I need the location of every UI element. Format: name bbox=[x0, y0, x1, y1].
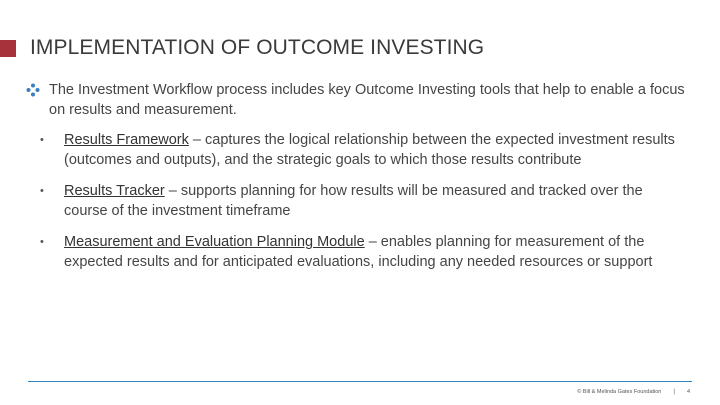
list-item-term: Results Tracker bbox=[64, 183, 165, 199]
footer-copyright: © Bill & Melinda Gates Foundation bbox=[577, 389, 662, 395]
tools-list bbox=[40, 131, 690, 284]
page-number: 4 bbox=[686, 389, 690, 395]
footer bbox=[577, 389, 690, 395]
list-item-text: – enables planning for measurement of the expected results and for anticipated evaluations, including any needed resources or support bbox=[64, 234, 653, 270]
list-item-body bbox=[64, 233, 690, 272]
bullet-icon: • bbox=[40, 185, 44, 197]
list-item-term: Measurement and Evaluation Planning Module bbox=[64, 234, 365, 250]
footer-separator: | bbox=[673, 389, 675, 395]
list-item-body bbox=[64, 182, 690, 221]
diamond-bullet-icon bbox=[26, 83, 40, 97]
list-item-text: – captures the logical relationship between the expected investment results (outcomes and outputs), and the strategic goals to which those results contribute bbox=[64, 132, 675, 168]
intro-text: The Investment Workflow process includes key Outcome Investing tools that help to enable a focus on results and measurement. bbox=[49, 82, 685, 118]
slide-title: IMPLEMENTATION OF OUTCOME INVESTING bbox=[30, 36, 485, 59]
list-item-term: Results Framework bbox=[64, 132, 189, 148]
list-item bbox=[40, 131, 690, 170]
bullet-icon: • bbox=[40, 134, 44, 146]
list-item-body bbox=[64, 131, 690, 170]
list-item bbox=[40, 182, 690, 221]
title-accent-marker bbox=[0, 40, 16, 57]
list-item bbox=[40, 233, 690, 272]
list-item-text: – supports planning for how results will be measured and tracked over the course of the investment timeframe bbox=[64, 183, 643, 219]
intro-paragraph bbox=[26, 81, 686, 120]
footer-divider bbox=[28, 381, 692, 382]
bullet-icon: • bbox=[40, 236, 44, 248]
